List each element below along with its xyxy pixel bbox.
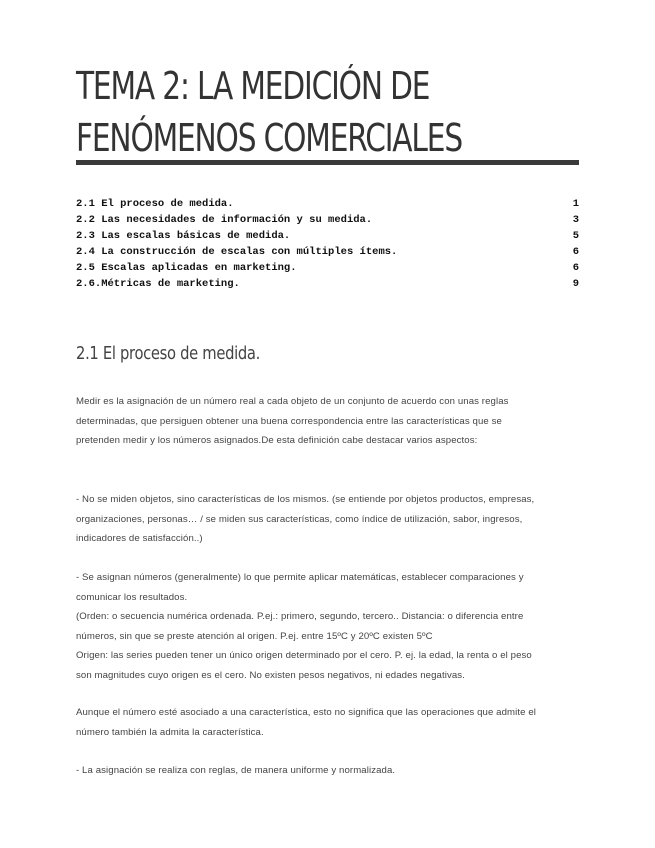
table-of-contents <box>76 196 579 292</box>
toc-entry[interactable] <box>76 276 579 292</box>
toc-entry-label: 2.1 El proceso de medida. <box>76 198 234 210</box>
toc-entry-label: 2.4 La construcción de escalas con múltiples ítems. <box>76 246 398 258</box>
paragraph-line: determinadas, que persiguen obtener una buena correspondencia entre las características que se <box>76 415 502 427</box>
paragraph-line: (Orden: o secuencia numérica ordenada. P.ej.: primero, segundo, tercero.. Distancia: o diferencia entre <box>76 611 524 622</box>
paragraph-line: indicadores de satisfacción..) <box>76 533 203 544</box>
toc-entry-page: 1 <box>572 198 579 210</box>
paragraph <box>76 568 579 685</box>
paragraph-line: Origen: las series pueden tener un único origen determinado por el cero. P. ej. la edad, la renta o el peso <box>76 650 532 661</box>
paragraph-line: Aunque el número esté asociado a una característica, esto no significa que las operaciones que admite el <box>76 707 536 718</box>
paragraph <box>76 761 579 781</box>
toc-entry[interactable] <box>76 244 579 260</box>
toc-entry-label: 2.5 Escalas aplicadas en marketing. <box>76 262 297 274</box>
toc-entry[interactable] <box>76 212 579 228</box>
toc-entry-page: 9 <box>572 278 579 290</box>
toc-entry-label: 2.3 Las escalas básicas de medida. <box>76 230 291 242</box>
document-title <box>76 0 579 164</box>
paragraph-line: son magnitudes cuyo origen es el cero. No existen pesos negativos, ni edades negativas. <box>76 669 465 681</box>
toc-entry-label: 2.2 Las necesidades de información y su medida. <box>76 214 373 226</box>
paragraph-line: organizaciones, personas… / se miden sus características, como índice de utilización, sabor, ingresos, <box>76 513 523 525</box>
paragraph-line: comunicar los resultados. <box>76 591 188 603</box>
toc-entry-page: 3 <box>572 214 579 226</box>
document-title-line: TEMA 2: LA MEDICIÓN DE <box>76 64 430 108</box>
paragraph <box>76 490 579 549</box>
paragraph-line: - La asignación se realiza con reglas, de manera uniforme y normalizada. <box>76 765 396 776</box>
paragraph-line: pretenden medir y los números asignados.De esta definición cabe destacar varios aspectos: <box>76 435 478 446</box>
paragraph <box>76 703 579 742</box>
paragraph <box>76 392 579 451</box>
section-heading: 2.1 El proceso de medida. <box>76 343 261 364</box>
toc-entry-page: 5 <box>572 230 579 242</box>
document-title-line: FENÓMENOS COMERCIALES <box>76 116 462 160</box>
toc-entry[interactable] <box>76 228 579 244</box>
toc-entry-page: 6 <box>572 262 579 274</box>
toc-entry-page: 6 <box>572 246 579 258</box>
paragraph-line: Medir es la asignación de un número real a cada objeto de un conjunto de acuerdo con unas reglas <box>76 396 509 407</box>
paragraph-line: número también la admita la característica. <box>76 726 264 738</box>
title-divider <box>76 160 579 165</box>
document-page <box>76 0 579 776</box>
paragraph-line: - Se asignan números (generalmente) lo que permite aplicar matemáticas, establecer comparaciones y <box>76 572 524 583</box>
toc-entry[interactable] <box>76 260 579 276</box>
paragraph-line: números, sin que se preste atención al origen. P.ej. entre 15ºC y 20ºC existen 5ºC <box>76 630 433 642</box>
paragraph-line: - No se miden objetos, sino características de los mismos. (se entiende por objetos productos, empresas, <box>76 494 535 505</box>
toc-entry-label: 2.6.Métricas de marketing. <box>76 278 240 290</box>
toc-entry[interactable] <box>76 196 579 212</box>
